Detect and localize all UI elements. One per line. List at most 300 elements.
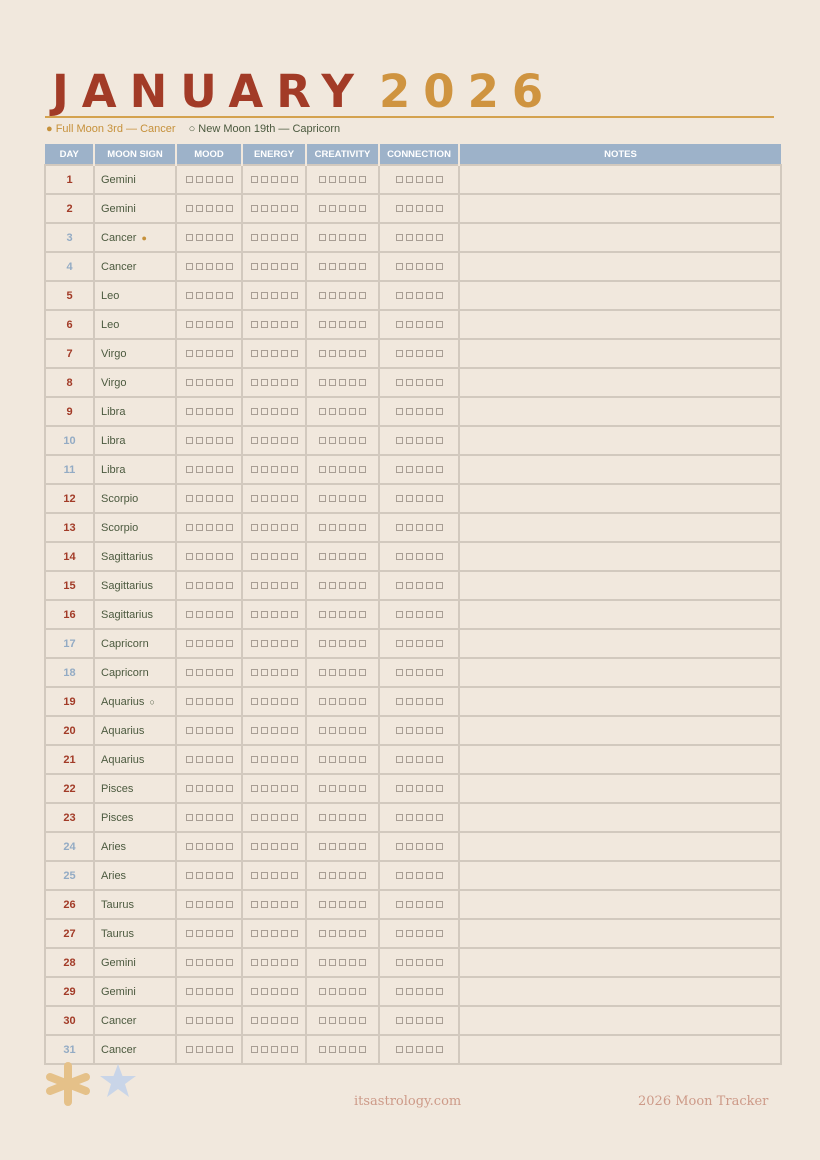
- creativity-checkbox[interactable]: [319, 582, 326, 589]
- creativity-checkbox[interactable]: [319, 930, 326, 937]
- creativity-checkbox[interactable]: [319, 611, 326, 618]
- connection-checkbox[interactable]: [406, 408, 413, 415]
- creativity-checkbox[interactable]: [339, 843, 346, 850]
- mood-checkbox[interactable]: [216, 988, 223, 995]
- creativity-checkbox[interactable]: [319, 437, 326, 444]
- creativity-checkbox[interactable]: [329, 901, 336, 908]
- creativity-checkbox[interactable]: [359, 263, 366, 270]
- energy-checkbox[interactable]: [271, 205, 278, 212]
- connection-checkbox[interactable]: [436, 727, 443, 734]
- energy-checkbox[interactable]: [261, 814, 268, 821]
- energy-checkbox[interactable]: [271, 234, 278, 241]
- energy-checkbox[interactable]: [261, 669, 268, 676]
- creativity-checkbox[interactable]: [329, 611, 336, 618]
- creativity-checkbox[interactable]: [339, 669, 346, 676]
- mood-checkbox[interactable]: [196, 872, 203, 879]
- connection-checkbox[interactable]: [396, 292, 403, 299]
- creativity-checkbox[interactable]: [339, 930, 346, 937]
- creativity-checkbox[interactable]: [359, 495, 366, 502]
- mood-checkbox[interactable]: [216, 669, 223, 676]
- notes-cell[interactable]: [459, 861, 781, 890]
- energy-checkbox[interactable]: [291, 263, 298, 270]
- creativity-checkbox[interactable]: [319, 814, 326, 821]
- energy-checkbox[interactable]: [261, 379, 268, 386]
- creativity-checkbox[interactable]: [339, 408, 346, 415]
- connection-checkbox[interactable]: [426, 234, 433, 241]
- mood-checkbox[interactable]: [206, 176, 213, 183]
- connection-checkbox[interactable]: [436, 379, 443, 386]
- mood-checkbox[interactable]: [226, 785, 233, 792]
- mood-checkbox[interactable]: [226, 321, 233, 328]
- connection-checkbox[interactable]: [406, 872, 413, 879]
- creativity-checkbox[interactable]: [359, 437, 366, 444]
- mood-checkbox[interactable]: [226, 727, 233, 734]
- energy-checkbox[interactable]: [251, 350, 258, 357]
- energy-checkbox[interactable]: [251, 930, 258, 937]
- creativity-checkbox[interactable]: [339, 988, 346, 995]
- energy-checkbox[interactable]: [271, 437, 278, 444]
- energy-checkbox[interactable]: [281, 901, 288, 908]
- creativity-checkbox[interactable]: [319, 959, 326, 966]
- energy-checkbox[interactable]: [251, 205, 258, 212]
- mood-checkbox[interactable]: [206, 727, 213, 734]
- creativity-checkbox[interactable]: [359, 930, 366, 937]
- creativity-checkbox[interactable]: [339, 263, 346, 270]
- connection-checkbox[interactable]: [396, 205, 403, 212]
- creativity-checkbox[interactable]: [349, 814, 356, 821]
- connection-checkbox[interactable]: [436, 321, 443, 328]
- mood-checkbox[interactable]: [186, 234, 193, 241]
- mood-checkbox[interactable]: [186, 321, 193, 328]
- creativity-checkbox[interactable]: [329, 756, 336, 763]
- mood-checkbox[interactable]: [196, 205, 203, 212]
- energy-checkbox[interactable]: [271, 727, 278, 734]
- connection-checkbox[interactable]: [396, 988, 403, 995]
- connection-checkbox[interactable]: [396, 901, 403, 908]
- connection-checkbox[interactable]: [436, 814, 443, 821]
- creativity-checkbox[interactable]: [349, 524, 356, 531]
- mood-checkbox[interactable]: [186, 466, 193, 473]
- notes-cell[interactable]: [459, 629, 781, 658]
- mood-checkbox[interactable]: [206, 872, 213, 879]
- energy-checkbox[interactable]: [291, 437, 298, 444]
- energy-checkbox[interactable]: [281, 698, 288, 705]
- mood-checkbox[interactable]: [206, 292, 213, 299]
- creativity-checkbox[interactable]: [319, 205, 326, 212]
- connection-checkbox[interactable]: [416, 1046, 423, 1053]
- connection-checkbox[interactable]: [406, 611, 413, 618]
- connection-checkbox[interactable]: [426, 698, 433, 705]
- connection-checkbox[interactable]: [416, 176, 423, 183]
- connection-checkbox[interactable]: [406, 321, 413, 328]
- mood-checkbox[interactable]: [216, 234, 223, 241]
- notes-cell[interactable]: [459, 803, 781, 832]
- energy-checkbox[interactable]: [251, 727, 258, 734]
- mood-checkbox[interactable]: [196, 321, 203, 328]
- creativity-checkbox[interactable]: [349, 234, 356, 241]
- creativity-checkbox[interactable]: [359, 176, 366, 183]
- mood-checkbox[interactable]: [216, 959, 223, 966]
- energy-checkbox[interactable]: [281, 930, 288, 937]
- mood-checkbox[interactable]: [196, 640, 203, 647]
- mood-checkbox[interactable]: [186, 959, 193, 966]
- energy-checkbox[interactable]: [251, 1017, 258, 1024]
- notes-cell[interactable]: [459, 774, 781, 803]
- mood-checkbox[interactable]: [226, 698, 233, 705]
- connection-checkbox[interactable]: [416, 727, 423, 734]
- creativity-checkbox[interactable]: [339, 785, 346, 792]
- creativity-checkbox[interactable]: [339, 756, 346, 763]
- energy-checkbox[interactable]: [281, 611, 288, 618]
- mood-checkbox[interactable]: [186, 1017, 193, 1024]
- connection-checkbox[interactable]: [406, 176, 413, 183]
- mood-checkbox[interactable]: [186, 785, 193, 792]
- connection-checkbox[interactable]: [436, 437, 443, 444]
- mood-checkbox[interactable]: [216, 176, 223, 183]
- creativity-checkbox[interactable]: [339, 582, 346, 589]
- energy-checkbox[interactable]: [251, 524, 258, 531]
- connection-checkbox[interactable]: [396, 234, 403, 241]
- energy-checkbox[interactable]: [291, 379, 298, 386]
- connection-checkbox[interactable]: [416, 437, 423, 444]
- creativity-checkbox[interactable]: [359, 901, 366, 908]
- creativity-checkbox[interactable]: [319, 553, 326, 560]
- connection-checkbox[interactable]: [436, 611, 443, 618]
- energy-checkbox[interactable]: [281, 524, 288, 531]
- mood-checkbox[interactable]: [206, 379, 213, 386]
- mood-checkbox[interactable]: [186, 350, 193, 357]
- creativity-checkbox[interactable]: [329, 814, 336, 821]
- mood-checkbox[interactable]: [196, 901, 203, 908]
- energy-checkbox[interactable]: [251, 582, 258, 589]
- notes-cell[interactable]: [459, 368, 781, 397]
- notes-cell[interactable]: [459, 716, 781, 745]
- connection-checkbox[interactable]: [416, 466, 423, 473]
- connection-checkbox[interactable]: [426, 930, 433, 937]
- mood-checkbox[interactable]: [216, 495, 223, 502]
- mood-checkbox[interactable]: [216, 930, 223, 937]
- notes-cell[interactable]: [459, 310, 781, 339]
- energy-checkbox[interactable]: [281, 640, 288, 647]
- energy-checkbox[interactable]: [291, 814, 298, 821]
- mood-checkbox[interactable]: [196, 408, 203, 415]
- mood-checkbox[interactable]: [196, 756, 203, 763]
- energy-checkbox[interactable]: [251, 437, 258, 444]
- energy-checkbox[interactable]: [271, 814, 278, 821]
- creativity-checkbox[interactable]: [349, 843, 356, 850]
- creativity-checkbox[interactable]: [339, 901, 346, 908]
- connection-checkbox[interactable]: [416, 1017, 423, 1024]
- creativity-checkbox[interactable]: [339, 379, 346, 386]
- energy-checkbox[interactable]: [281, 872, 288, 879]
- notes-cell[interactable]: [459, 281, 781, 310]
- mood-checkbox[interactable]: [216, 1046, 223, 1053]
- mood-checkbox[interactable]: [186, 205, 193, 212]
- energy-checkbox[interactable]: [251, 872, 258, 879]
- creativity-checkbox[interactable]: [319, 524, 326, 531]
- connection-checkbox[interactable]: [426, 901, 433, 908]
- energy-checkbox[interactable]: [291, 408, 298, 415]
- creativity-checkbox[interactable]: [319, 727, 326, 734]
- mood-checkbox[interactable]: [226, 1017, 233, 1024]
- creativity-checkbox[interactable]: [339, 640, 346, 647]
- connection-checkbox[interactable]: [436, 1017, 443, 1024]
- creativity-checkbox[interactable]: [339, 176, 346, 183]
- mood-checkbox[interactable]: [186, 176, 193, 183]
- creativity-checkbox[interactable]: [319, 176, 326, 183]
- energy-checkbox[interactable]: [261, 843, 268, 850]
- creativity-checkbox[interactable]: [339, 1017, 346, 1024]
- mood-checkbox[interactable]: [196, 176, 203, 183]
- energy-checkbox[interactable]: [251, 466, 258, 473]
- creativity-checkbox[interactable]: [329, 988, 336, 995]
- connection-checkbox[interactable]: [396, 1017, 403, 1024]
- notes-cell[interactable]: [459, 252, 781, 281]
- creativity-checkbox[interactable]: [359, 611, 366, 618]
- connection-checkbox[interactable]: [426, 350, 433, 357]
- energy-checkbox[interactable]: [261, 176, 268, 183]
- connection-checkbox[interactable]: [416, 263, 423, 270]
- creativity-checkbox[interactable]: [349, 379, 356, 386]
- energy-checkbox[interactable]: [251, 263, 258, 270]
- mood-checkbox[interactable]: [226, 553, 233, 560]
- energy-checkbox[interactable]: [251, 669, 258, 676]
- mood-checkbox[interactable]: [186, 843, 193, 850]
- energy-checkbox[interactable]: [281, 814, 288, 821]
- creativity-checkbox[interactable]: [319, 350, 326, 357]
- connection-checkbox[interactable]: [436, 263, 443, 270]
- connection-checkbox[interactable]: [416, 930, 423, 937]
- connection-checkbox[interactable]: [396, 814, 403, 821]
- mood-checkbox[interactable]: [186, 698, 193, 705]
- connection-checkbox[interactable]: [396, 756, 403, 763]
- energy-checkbox[interactable]: [291, 785, 298, 792]
- notes-cell[interactable]: [459, 542, 781, 571]
- creativity-checkbox[interactable]: [329, 553, 336, 560]
- mood-checkbox[interactable]: [216, 640, 223, 647]
- mood-checkbox[interactable]: [196, 669, 203, 676]
- creativity-checkbox[interactable]: [359, 205, 366, 212]
- mood-checkbox[interactable]: [216, 466, 223, 473]
- creativity-checkbox[interactable]: [319, 408, 326, 415]
- energy-checkbox[interactable]: [291, 205, 298, 212]
- creativity-checkbox[interactable]: [319, 321, 326, 328]
- creativity-checkbox[interactable]: [329, 350, 336, 357]
- creativity-checkbox[interactable]: [339, 234, 346, 241]
- energy-checkbox[interactable]: [261, 1017, 268, 1024]
- creativity-checkbox[interactable]: [349, 1017, 356, 1024]
- energy-checkbox[interactable]: [271, 466, 278, 473]
- mood-checkbox[interactable]: [216, 1017, 223, 1024]
- creativity-checkbox[interactable]: [349, 1046, 356, 1053]
- connection-checkbox[interactable]: [426, 437, 433, 444]
- creativity-checkbox[interactable]: [339, 205, 346, 212]
- energy-checkbox[interactable]: [271, 988, 278, 995]
- energy-checkbox[interactable]: [271, 959, 278, 966]
- creativity-checkbox[interactable]: [359, 379, 366, 386]
- energy-checkbox[interactable]: [281, 988, 288, 995]
- creativity-checkbox[interactable]: [359, 1046, 366, 1053]
- energy-checkbox[interactable]: [271, 611, 278, 618]
- energy-checkbox[interactable]: [281, 234, 288, 241]
- notes-cell[interactable]: [459, 919, 781, 948]
- mood-checkbox[interactable]: [206, 611, 213, 618]
- connection-checkbox[interactable]: [416, 901, 423, 908]
- energy-checkbox[interactable]: [251, 785, 258, 792]
- connection-checkbox[interactable]: [436, 843, 443, 850]
- energy-checkbox[interactable]: [261, 901, 268, 908]
- energy-checkbox[interactable]: [281, 408, 288, 415]
- mood-checkbox[interactable]: [206, 553, 213, 560]
- mood-checkbox[interactable]: [226, 988, 233, 995]
- mood-checkbox[interactable]: [206, 669, 213, 676]
- creativity-checkbox[interactable]: [359, 582, 366, 589]
- creativity-checkbox[interactable]: [319, 640, 326, 647]
- connection-checkbox[interactable]: [406, 843, 413, 850]
- notes-cell[interactable]: [459, 1006, 781, 1035]
- energy-checkbox[interactable]: [291, 176, 298, 183]
- connection-checkbox[interactable]: [426, 959, 433, 966]
- connection-checkbox[interactable]: [406, 901, 413, 908]
- creativity-checkbox[interactable]: [339, 495, 346, 502]
- connection-checkbox[interactable]: [396, 930, 403, 937]
- creativity-checkbox[interactable]: [329, 872, 336, 879]
- connection-checkbox[interactable]: [416, 872, 423, 879]
- creativity-checkbox[interactable]: [339, 872, 346, 879]
- energy-checkbox[interactable]: [261, 350, 268, 357]
- notes-cell[interactable]: [459, 513, 781, 542]
- mood-checkbox[interactable]: [226, 263, 233, 270]
- connection-checkbox[interactable]: [396, 408, 403, 415]
- creativity-checkbox[interactable]: [339, 959, 346, 966]
- energy-checkbox[interactable]: [291, 930, 298, 937]
- energy-checkbox[interactable]: [271, 669, 278, 676]
- energy-checkbox[interactable]: [281, 1017, 288, 1024]
- notes-cell[interactable]: [459, 571, 781, 600]
- mood-checkbox[interactable]: [196, 1017, 203, 1024]
- connection-checkbox[interactable]: [406, 495, 413, 502]
- connection-checkbox[interactable]: [436, 176, 443, 183]
- creativity-checkbox[interactable]: [319, 843, 326, 850]
- mood-checkbox[interactable]: [206, 930, 213, 937]
- connection-checkbox[interactable]: [396, 872, 403, 879]
- energy-checkbox[interactable]: [251, 234, 258, 241]
- energy-checkbox[interactable]: [271, 176, 278, 183]
- mood-checkbox[interactable]: [196, 930, 203, 937]
- energy-checkbox[interactable]: [261, 930, 268, 937]
- mood-checkbox[interactable]: [186, 872, 193, 879]
- creativity-checkbox[interactable]: [329, 176, 336, 183]
- mood-checkbox[interactable]: [216, 408, 223, 415]
- connection-checkbox[interactable]: [416, 814, 423, 821]
- notes-cell[interactable]: [459, 600, 781, 629]
- energy-checkbox[interactable]: [251, 698, 258, 705]
- mood-checkbox[interactable]: [186, 379, 193, 386]
- energy-checkbox[interactable]: [291, 959, 298, 966]
- energy-checkbox[interactable]: [251, 814, 258, 821]
- creativity-checkbox[interactable]: [319, 292, 326, 299]
- energy-checkbox[interactable]: [271, 640, 278, 647]
- energy-checkbox[interactable]: [261, 292, 268, 299]
- connection-checkbox[interactable]: [396, 698, 403, 705]
- mood-checkbox[interactable]: [216, 350, 223, 357]
- creativity-checkbox[interactable]: [359, 350, 366, 357]
- mood-checkbox[interactable]: [196, 437, 203, 444]
- notes-cell[interactable]: [459, 658, 781, 687]
- mood-checkbox[interactable]: [206, 234, 213, 241]
- connection-checkbox[interactable]: [396, 350, 403, 357]
- energy-checkbox[interactable]: [251, 959, 258, 966]
- mood-checkbox[interactable]: [226, 843, 233, 850]
- mood-checkbox[interactable]: [186, 727, 193, 734]
- creativity-checkbox[interactable]: [319, 263, 326, 270]
- creativity-checkbox[interactable]: [349, 205, 356, 212]
- connection-checkbox[interactable]: [406, 234, 413, 241]
- mood-checkbox[interactable]: [216, 785, 223, 792]
- creativity-checkbox[interactable]: [349, 785, 356, 792]
- creativity-checkbox[interactable]: [359, 292, 366, 299]
- connection-checkbox[interactable]: [416, 524, 423, 531]
- energy-checkbox[interactable]: [281, 205, 288, 212]
- mood-checkbox[interactable]: [206, 408, 213, 415]
- energy-checkbox[interactable]: [281, 466, 288, 473]
- creativity-checkbox[interactable]: [319, 495, 326, 502]
- energy-checkbox[interactable]: [291, 553, 298, 560]
- mood-checkbox[interactable]: [186, 988, 193, 995]
- connection-checkbox[interactable]: [406, 988, 413, 995]
- energy-checkbox[interactable]: [251, 756, 258, 763]
- energy-checkbox[interactable]: [271, 379, 278, 386]
- connection-checkbox[interactable]: [426, 263, 433, 270]
- connection-checkbox[interactable]: [406, 205, 413, 212]
- creativity-checkbox[interactable]: [319, 379, 326, 386]
- connection-checkbox[interactable]: [426, 1046, 433, 1053]
- creativity-checkbox[interactable]: [339, 466, 346, 473]
- energy-checkbox[interactable]: [291, 321, 298, 328]
- connection-checkbox[interactable]: [436, 1046, 443, 1053]
- creativity-checkbox[interactable]: [349, 495, 356, 502]
- energy-checkbox[interactable]: [271, 582, 278, 589]
- creativity-checkbox[interactable]: [329, 843, 336, 850]
- creativity-checkbox[interactable]: [329, 640, 336, 647]
- connection-checkbox[interactable]: [406, 582, 413, 589]
- mood-checkbox[interactable]: [196, 698, 203, 705]
- connection-checkbox[interactable]: [436, 524, 443, 531]
- creativity-checkbox[interactable]: [349, 292, 356, 299]
- mood-checkbox[interactable]: [206, 756, 213, 763]
- mood-checkbox[interactable]: [226, 408, 233, 415]
- creativity-checkbox[interactable]: [349, 901, 356, 908]
- creativity-checkbox[interactable]: [359, 872, 366, 879]
- energy-checkbox[interactable]: [271, 292, 278, 299]
- connection-checkbox[interactable]: [406, 785, 413, 792]
- mood-checkbox[interactable]: [196, 263, 203, 270]
- connection-checkbox[interactable]: [416, 756, 423, 763]
- notes-cell[interactable]: [459, 223, 781, 252]
- energy-checkbox[interactable]: [291, 727, 298, 734]
- connection-checkbox[interactable]: [436, 582, 443, 589]
- energy-checkbox[interactable]: [291, 524, 298, 531]
- creativity-checkbox[interactable]: [349, 553, 356, 560]
- creativity-checkbox[interactable]: [349, 930, 356, 937]
- connection-checkbox[interactable]: [426, 872, 433, 879]
- mood-checkbox[interactable]: [216, 553, 223, 560]
- connection-checkbox[interactable]: [426, 321, 433, 328]
- mood-checkbox[interactable]: [196, 988, 203, 995]
- mood-checkbox[interactable]: [226, 234, 233, 241]
- energy-checkbox[interactable]: [291, 582, 298, 589]
- mood-checkbox[interactable]: [216, 292, 223, 299]
